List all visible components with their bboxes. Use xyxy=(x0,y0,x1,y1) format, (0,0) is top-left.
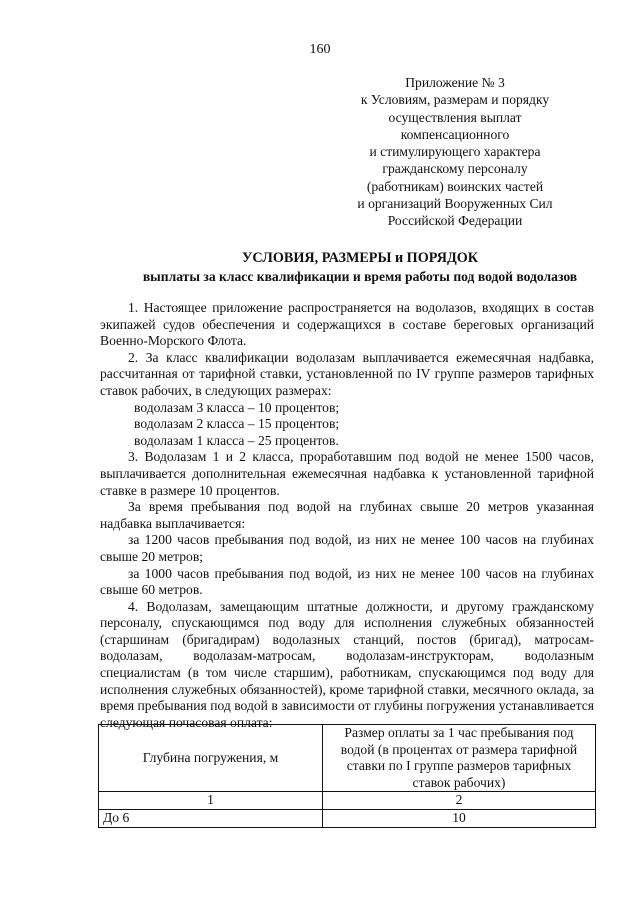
appendix-line: и стимулирующего характера xyxy=(369,144,541,160)
paragraph-2: 2. За класс квалификации водолазам выплачивается ежемесячная надбавка, рассчитанная от тарифной ставки, установленной по IV группе размеров тарифных ставок рабочих, в следующих размерах: xyxy=(100,349,594,398)
table-header-depth: Глубина погружения, м xyxy=(99,725,323,792)
appendix-line: Российской Федерации xyxy=(387,213,523,229)
table-header-pay: Размер оплаты за 1 час пребывания под водой (в процентах от размера тарифной ставки по I группе размеров тарифных ставок рабочих) xyxy=(323,725,596,792)
appendix-line: компенсационного xyxy=(400,126,510,142)
list-item: водолазам 1 класса – 25 процентов. xyxy=(134,432,339,448)
list-item: за 1200 часов пребывания под водой, из них не менее 100 часов на глубинах свыше 20 метров; xyxy=(100,532,594,564)
paragraph-3b: За время пребывания под водой на глубинах свыше 20 метров указанная надбавка выплачивается: xyxy=(100,499,594,531)
appendix-line: осуществления выплат xyxy=(388,109,522,125)
document-subtitle: выплаты за класс квалификации и время работы под водой водолазов xyxy=(142,269,578,284)
appendix-line: (работникам) воинских частей xyxy=(366,178,544,194)
document-body xyxy=(100,300,594,732)
appendix-line: к Условиям, размерам и порядку xyxy=(360,92,550,108)
table-header-row xyxy=(99,725,596,792)
column-number: 2 xyxy=(323,792,596,810)
appendix-header xyxy=(300,74,610,230)
appendix-line: Приложение № 3 xyxy=(405,75,505,90)
appendix-line: гражданскому персоналу xyxy=(382,161,528,177)
list-item: водолазам 3 класса – 10 процентов; xyxy=(134,399,340,415)
list-item: за 1000 часов пребывания под водой, из них не менее 100 часов на глубинах свыше 60 метров. xyxy=(100,565,594,598)
table-column-numbers-row xyxy=(99,792,596,810)
page-number: 160 xyxy=(309,42,331,57)
table-cell-depth: До 6 xyxy=(99,809,323,827)
document-title: УСЛОВИЯ, РАЗМЕРЫ и ПОРЯДОК xyxy=(241,250,479,266)
appendix-line: и организаций Вооруженных Сил xyxy=(357,196,553,212)
paragraph-1: 1. Настоящее приложение распространяется на водолазов, входящих в состав экипажей судов обеспечения и содержащихся в составе береговых организаций Военно-Морского Флота. xyxy=(100,300,594,349)
paragraph-4: 4. Водолазам, замещающим штатные должности, и другому гражданскому персоналу, спускающимся под воду для исполнения служебных обязанностей (старшинам (бригадирам) водолазных станций, постов (бригад), матросам-водолазам, водолазам-матросам, водолазам-инструкторам, водолазным специалистам (в том числе старшим), работникам, спускающимся под воду для исполнения служебных обязанностей), кроме тарифной ставки, месячного оклада, за время пребывания под водой в зависимости от глубины погружения устанавливается следующая почасовая оплата: xyxy=(100,598,594,730)
column-number: 1 xyxy=(99,792,323,810)
table-cell-pay: 10 xyxy=(323,809,596,827)
list-item: водолазам 2 класса – 15 процентов; xyxy=(134,416,340,432)
pay-rate-table xyxy=(98,724,596,828)
table-row xyxy=(99,809,596,827)
paragraph-3: 3. Водолазам 1 и 2 класса, проработавшим под водой не менее 1500 часов, выплачивается дополнительная ежемесячная надбавка к установленной тарифной ставке в размере 10 процентов. xyxy=(100,449,594,498)
